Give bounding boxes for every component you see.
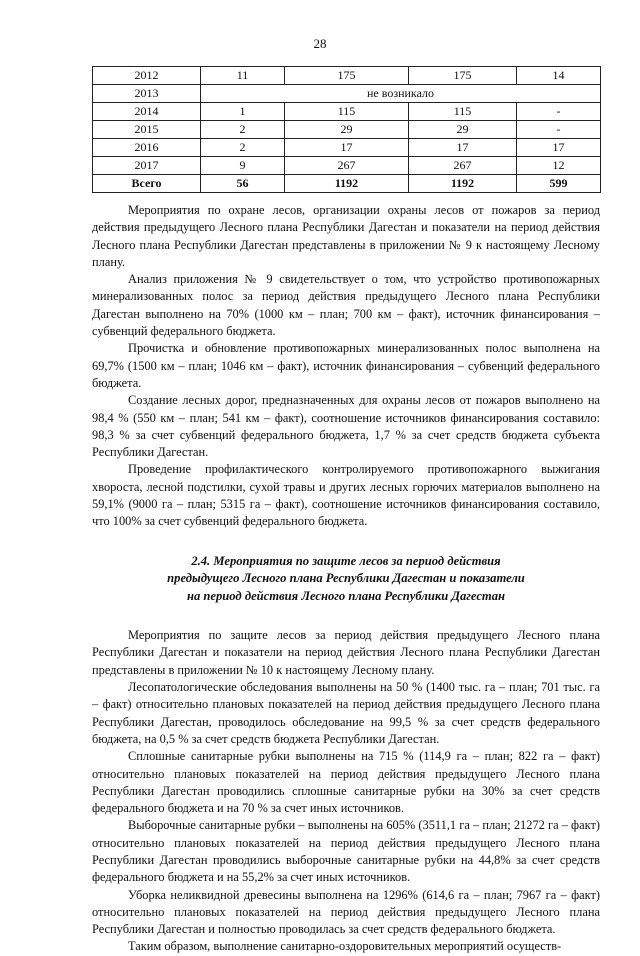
paragraph: Анализ приложения № 9 свидетельствует о том, что устройство противопожарных минерализованных полос за период действия предыдущего Лесного плана Республики Дагестан выполнено на 70% (1000 км – план; 700 км – факт), источник финансирования – субвенций федерального бюджета. [92,272,600,339]
table-cell: 267 [409,157,517,175]
table-cell: - [517,103,601,121]
table-cell-note: не возникало [201,85,601,103]
document-body [92,202,600,956]
table-cell: 2016 [93,139,201,157]
table-cell: 17 [517,139,601,157]
summary-table [92,66,601,193]
paragraph: Прочистка и обновление противопожарных минерализованных полос выполнена на 69,7% (1500 км – план; 1046 км – факт), источник финансирования – субвенций федерального бюджета. [92,341,600,390]
paragraph: Сплошные санитарные рубки выполнены на 715 % (114,9 га – план; 822 га – факт) относительно плановых показателей на период действия предыдущего Лесного плана Республики Дагестан проводились сплошные санитарные рубки на 30% за счет средств федерального бюджета и на 70 % за счет иных источников. [92,749,600,816]
table-cell: 2015 [93,121,201,139]
table-cell: 267 [285,157,409,175]
section-heading-line: предыдущего Лесного плана Республики Дагестан и показатели [167,571,525,586]
table-row [93,85,601,103]
table-cell: 17 [409,139,517,157]
table-cell: 17 [285,139,409,157]
table-cell: 2 [201,121,285,139]
table-cell: 11 [201,67,285,85]
table-cell: 2017 [93,157,201,175]
paragraph: Мероприятия по защите лесов за период действия предыдущего Лесного плана Республики Дагестан и показатели на период действия Лесного плана Республики Дагестан представлены в приложении № 10 к настоящему Лесному плану. [92,628,600,677]
section-heading [92,553,600,606]
paragraph: Проведение профилактического контролируемого противопожарного выжигания хвороста, лесной подстилки, сухой травы и других лесных горючих материалов выполнено на 59,1% (9000 га – план; 5315 га – факт), соотношение источников финансирования составило, что 100% за счет субвенций федерального бюджета. [92,462,600,529]
table-cell: 175 [409,67,517,85]
table-cell: 1192 [409,175,517,193]
table-cell: 1 [201,103,285,121]
table-cell: 12 [517,157,601,175]
table-row [93,139,601,157]
table-cell: 175 [285,67,409,85]
table-cell: 2012 [93,67,201,85]
paragraph: Таким образом, выполнение санитарно-оздоровительных мероприятий осуществ- [128,939,562,954]
paragraph: Уборка неликвидной древесины выполнена на 1296% (614,6 га – план; 7967 га – факт) относительно плановых показателей на период действия предыдущего Лесного плана Республики Дагестан и полностью проводилась за счет средств федерального бюджета. [92,887,600,937]
table-cell: - [517,121,601,139]
table-cell: 14 [517,67,601,85]
table-total-row [93,175,601,193]
table-row [93,121,601,139]
section-heading-line: на период действия Лесного плана Республики Дагестан [186,588,506,603]
paragraph: Создание лесных дорог, предназначенных для охраны лесов от пожаров выполнено на 98,4 % (550 км – план; 541 км – факт), соотношение источников финансирования составило: 98,3 % за счет субвенций федерального бюджета, 1,7 % за счет средств бюджета субъекта Республики Дагестан. [92,393,600,460]
table-row [93,157,601,175]
table-cell: Всего [93,175,201,193]
paragraph: Мероприятия по охране лесов, организации охраны лесов от пожаров за период действия предыдущего Лесного плана Республики Дагестан и показатели на период действия Лесного плана Республики Дагестан представлены в приложении № 9 к настоящему Лесному плану. [92,203,600,269]
paragraph: Выборочные санитарные рубки – выполнены на 605% (3511,1 га – план; 21272 га – факт) относительно плановых показателей на период действия предыдущего Лесного плана Республики Дагестан проводились выборочные санитарные рубки на 44,8% за счет средств федерального бюджета и на 55,2% за счет иных источников. [92,818,600,885]
table-cell: 2013 [93,85,201,103]
table-row [93,67,601,85]
table-cell: 2 [201,139,285,157]
table-row [93,103,601,121]
table-cell: 115 [409,103,517,121]
section-heading-line: 2.4. Мероприятия по защите лесов за период действия [191,553,501,568]
table-cell: 9 [201,157,285,175]
paragraph: Лесопатологические обследования выполнены на 50 % (1400 тыс. га – план; 701 тыс. га – факт) относительно плановых показателей на период действия предыдущего Лесного плана Республики Дагестан, проводилось обследование на 99,5 % за счет средств федерального бюджета, на 0,5 % за счет средств бюджета Республики Дагестан. [92,680,600,746]
table-cell: 115 [285,103,409,121]
table-cell: 56 [201,175,285,193]
table-cell: 599 [517,175,601,193]
table-cell: 29 [409,121,517,139]
page-number: 28 [313,36,327,51]
table-cell: 29 [285,121,409,139]
table-cell: 1192 [285,175,409,193]
table-cell: 2014 [93,103,201,121]
